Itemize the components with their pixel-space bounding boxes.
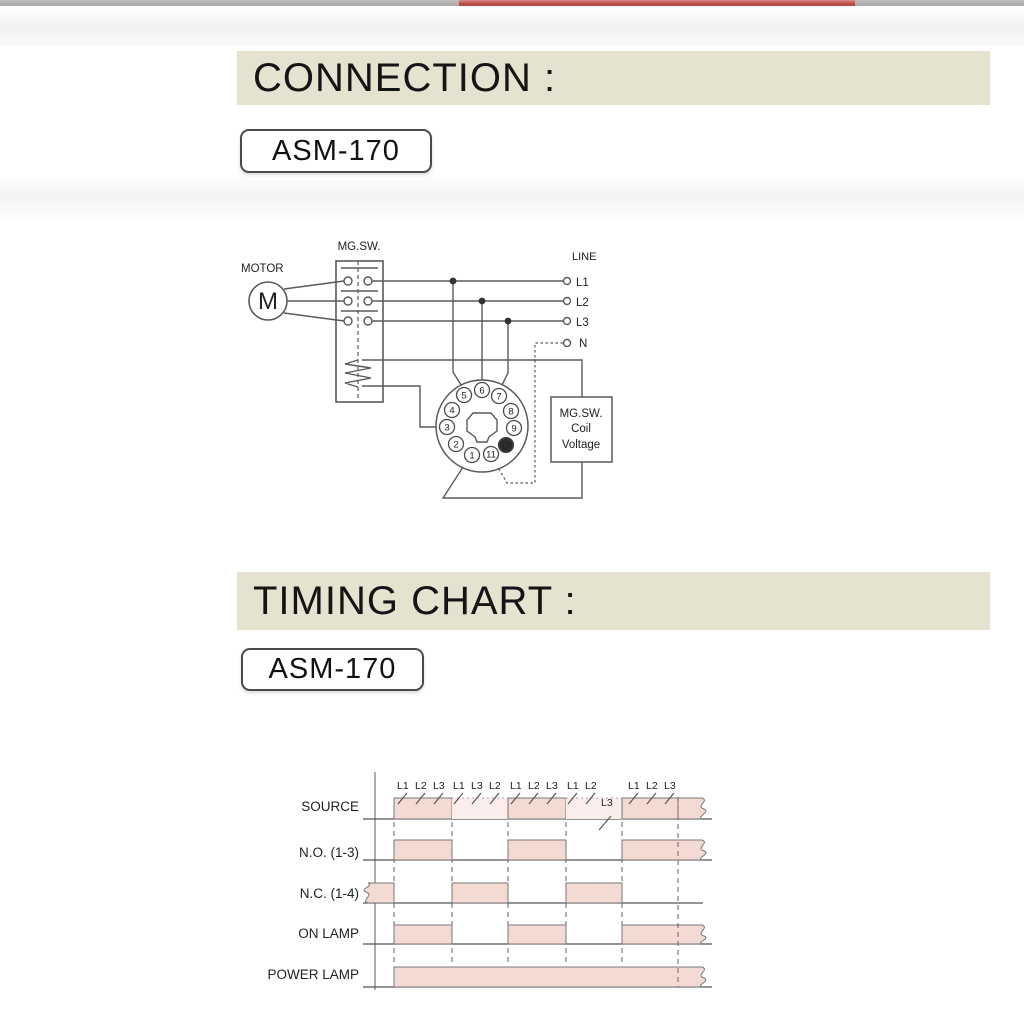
mid-gradient: [0, 176, 1024, 218]
timing-title: TIMING CHART :: [253, 578, 577, 623]
svg-text:L1: L1: [453, 780, 465, 792]
connection-title: CONNECTION :: [253, 55, 557, 100]
motor-symbol: M: [258, 288, 278, 315]
no-bars: [394, 840, 706, 860]
on-lamp-bars: [394, 925, 706, 944]
coil-box-line2: Coil: [571, 423, 591, 435]
power-lamp-bar: [394, 967, 706, 987]
svg-text:L3: L3: [664, 780, 676, 792]
svg-text:L1: L1: [628, 780, 640, 792]
svg-text:3: 3: [444, 422, 450, 434]
svg-text:L2: L2: [415, 780, 427, 792]
row-label-no: N.O. (1-3): [298, 845, 359, 860]
connection-section-header: [237, 51, 990, 105]
svg-text:11: 11: [486, 449, 496, 461]
row-label-nc: N.C. (1-4): [299, 886, 359, 901]
terminal-l1: L1: [576, 277, 589, 289]
model-badge-connection: [240, 129, 432, 173]
svg-text:L1: L1: [567, 780, 579, 792]
connection-diagram: [225, 232, 645, 524]
svg-text:L3: L3: [546, 780, 558, 792]
svg-text:9: 9: [511, 423, 517, 435]
row-label-on-lamp: ON LAMP: [298, 926, 359, 941]
svg-text:4: 4: [449, 405, 455, 417]
row-label-power-lamp: POWER LAMP: [267, 967, 359, 982]
model-label: ASM-170: [272, 134, 400, 167]
timing-section-header: [237, 572, 990, 630]
svg-text:L2: L2: [646, 780, 658, 792]
svg-text:7: 7: [496, 391, 502, 403]
model-label: ASM-170: [268, 653, 397, 685]
coil-box-line1: MG.SW.: [559, 408, 603, 420]
svg-text:L3: L3: [433, 780, 445, 792]
svg-text:5: 5: [461, 390, 467, 402]
row-label-source: SOURCE: [301, 799, 359, 814]
timing-chart: [240, 740, 760, 1024]
svg-text:2: 2: [453, 439, 459, 451]
phase-loss-label: L3: [601, 797, 613, 809]
motor-label: MOTOR: [241, 263, 284, 275]
svg-text:L2: L2: [585, 780, 597, 792]
svg-text:L1: L1: [397, 780, 409, 792]
top-gradient: [0, 6, 1024, 46]
mgsw-label: MG.SW.: [337, 241, 381, 253]
terminal-l3: L3: [576, 317, 589, 329]
svg-text:10: 10: [500, 440, 512, 452]
svg-text:L3: L3: [471, 780, 483, 792]
nc-bars: [364, 883, 622, 903]
terminal-l2: L2: [576, 297, 589, 309]
svg-text:8: 8: [508, 406, 514, 418]
coil-box-line3: Voltage: [561, 439, 601, 451]
line-label: LINE: [572, 251, 597, 263]
svg-text:L1: L1: [510, 780, 522, 792]
terminal-n: N: [579, 338, 588, 350]
svg-text:6: 6: [479, 385, 485, 397]
model-badge-timing: [241, 648, 424, 691]
svg-text:1: 1: [469, 450, 475, 462]
svg-text:L2: L2: [528, 780, 540, 792]
svg-text:L2: L2: [489, 780, 501, 792]
